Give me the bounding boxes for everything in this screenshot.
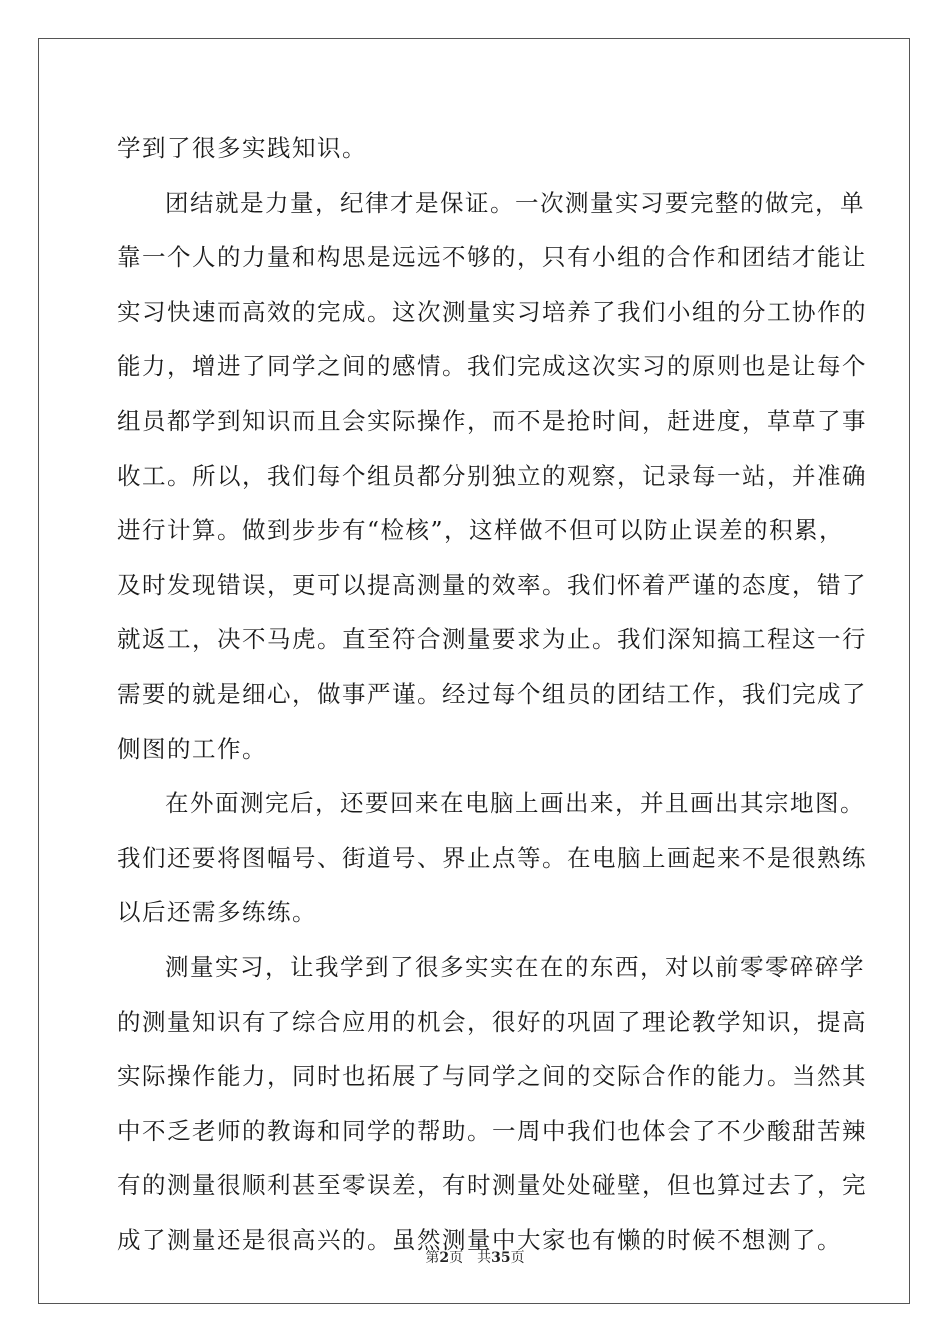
text-line: 需要的就是细心，做事严谨。经过每个组员的团结工作，我们完成了 [117,679,867,708]
total-suffix: 页 [510,1250,525,1266]
text-line: 实际操作能力，同时也拓展了与同学之间的交际合作的能力。当然其 [117,1062,867,1091]
text-line: 团结就是力量，纪律才是保证。一次测量实习要完整的做完，单 [165,188,865,217]
document-body [117,121,867,1267]
text-line: 及时发现错误，更可以提高测量的效率。我们怀着严谨的态度，错了 [117,570,867,599]
page-suffix: 页 [449,1250,464,1266]
text-line: 的测量知识有了综合应用的机会，很好的巩固了理论教学知识，提高 [117,1007,867,1036]
page-number: 2 [439,1250,450,1266]
text-line: 能力，增进了同学之间的感情。我们完成这次实习的原则也是让每个 [117,352,867,381]
text-line: 以后还需多练练。 [117,898,317,927]
text-line: 中不乏老师的教诲和同学的帮助。一周中我们也体会了不少酸甜苦辣 [117,1116,867,1145]
page-footer [0,1247,950,1267]
text-line: 就返工，决不马虎。直至符合测量要求为止。我们深知搞工程这一行 [117,625,867,654]
text-line: 组员都学到知识而且会实际操作，而不是抢时间，赶进度，草草了事 [117,406,867,435]
text-line: 侧图的工作。 [117,734,267,763]
text-line: 成了测量还是很高兴的。虽然测量中大家也有懒的时候不想测了。 [117,1225,842,1254]
total-prefix: 共 [477,1250,492,1266]
text-line: 我们还要将图幅号、街道号、界止点等。在电脑上画起来不是很熟练 [117,843,867,872]
text-line: 实习快速而高效的完成。这次测量实习培养了我们小组的分工协作的 [117,297,867,326]
text-line: 测量实习，让我学到了很多实实在在的东西，对以前零零碎碎学 [165,952,865,981]
text-line: 有的测量很顺利甚至零误差，有时测量处处碰壁，但也算过去了，完 [117,1171,867,1200]
total-pages: 35 [491,1250,511,1266]
text-line: 在外面测完后，还要回来在电脑上画出来，并且画出其宗地图。 [165,789,865,818]
text-line: 收工。所以，我们每个组员都分别独立的观察，记录每一站，并准确 [117,461,867,490]
text-line: 学到了很多实践知识。 [117,134,367,162]
text-line: 靠一个人的力量和构思是远远不够的，只有小组的合作和团结才能让 [117,243,867,272]
page-prefix: 第 [425,1250,440,1266]
text-line: 进行计算。做到步步有“检核”，这样做不但可以防止误差的积累， [117,516,845,545]
